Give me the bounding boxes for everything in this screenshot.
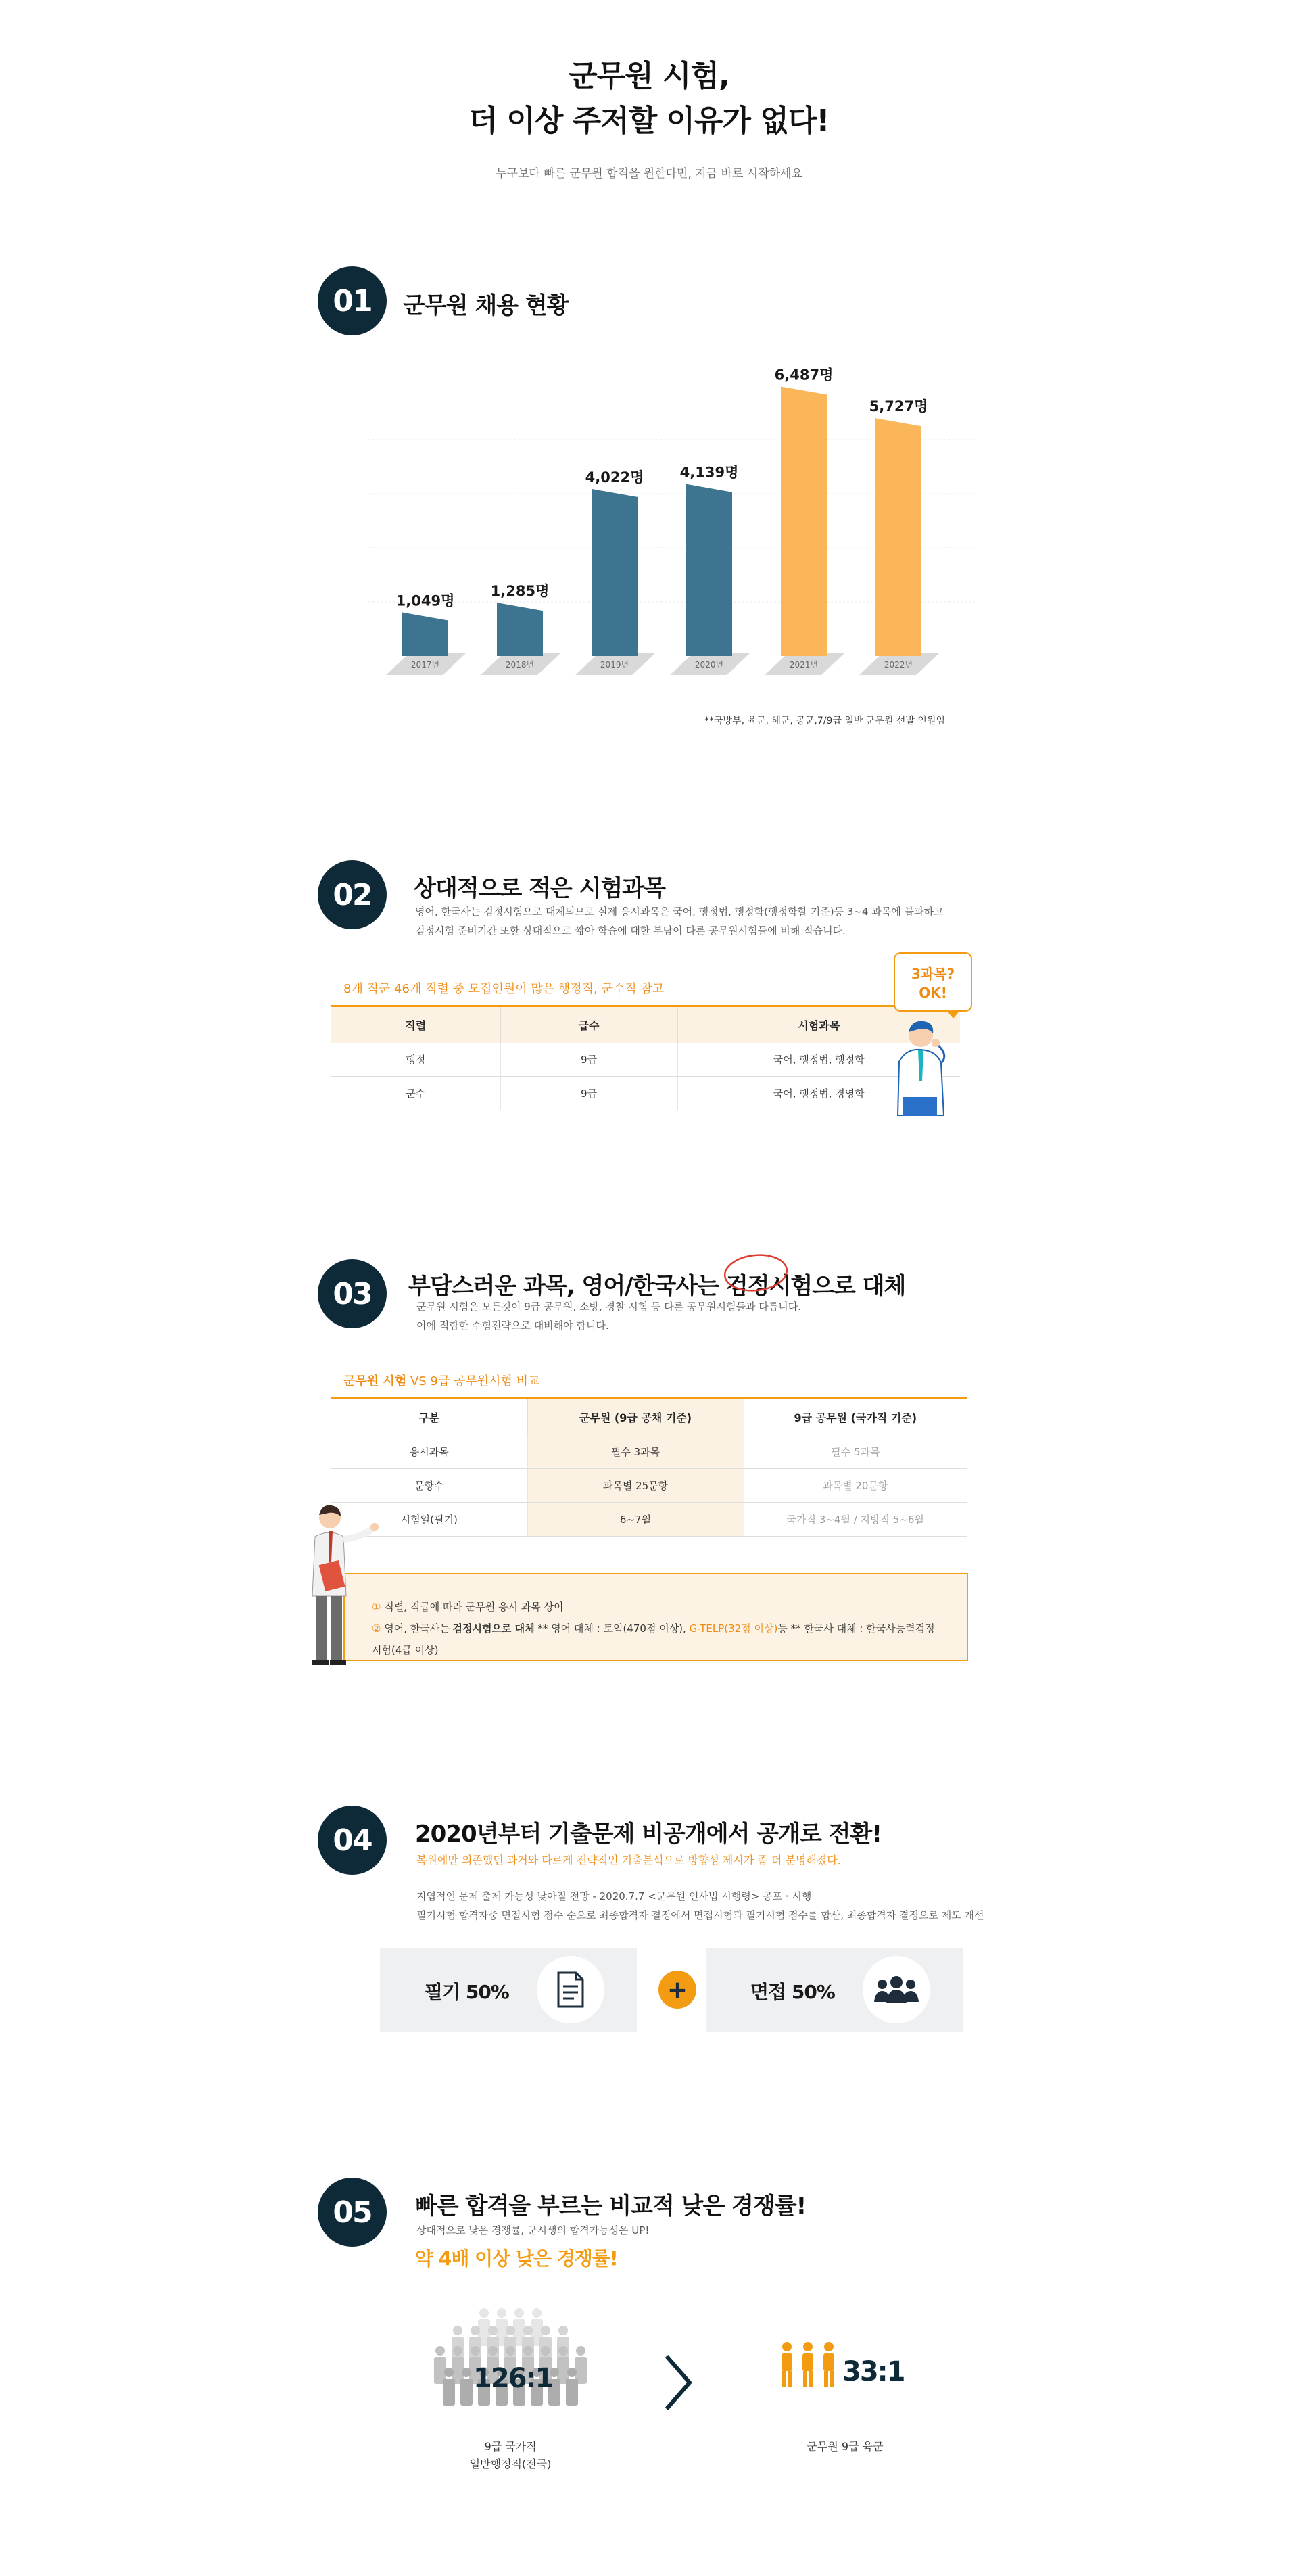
bar [402,613,448,656]
note-bold: 검정시험으로 대체 [452,1622,535,1635]
bar-value-label: 1,285명 [490,583,550,600]
bar-value-label: 4,139명 [679,464,739,481]
section-title-04: 2020년부터 기출문제 비공개에서 공개로 전환! [415,1821,882,1848]
note-text: 등 ** 한국사 대체 : 한국사능력검정시험(4급 이상) [372,1622,935,1656]
comparison-table [331,1372,967,1537]
table-row [331,1435,967,1469]
table-row [331,1077,960,1110]
category-label: 2019년 [600,660,629,670]
note-gtelp: G-TELP(32점 이상) [689,1622,778,1635]
note-mark: ① [372,1601,381,1613]
table-row [331,1503,967,1537]
crowd-label-left [419,2438,602,2473]
people-icon [863,1956,930,2023]
note-mark: ② [372,1622,381,1635]
table-row [331,1469,967,1503]
table-cell: 필수 5과목 [744,1435,967,1469]
comparison-table-header: 군무원 (9급 공채 기준) [527,1399,744,1435]
crowd-label-right: 군무원 9급 육군 [807,2440,884,2453]
note-text: 직렬, 직급에 따라 군무원 응시 과목 상이 [381,1601,564,1613]
exam-note-1 [372,1596,940,1618]
category-label: 2021년 [789,660,819,670]
table-row [331,1043,960,1077]
speech-bubble-line1: 3과목? [911,966,955,982]
subject-table-header: 직렬 [331,1006,500,1043]
category-label: 2017년 [410,660,440,670]
hero-subtitle: 누구보다 빠른 군무원 합격을 원한다면, 지금 바로 시작하세요 [496,167,802,181]
chevron-right-icon [661,2352,695,2413]
category-label: 2020년 [694,660,724,670]
caption-bold: 군무원 시험 [343,1374,407,1388]
competition-highlight: 약 4배 이상 낮은 경쟁률! [415,2247,618,2270]
exam-note-box [343,1573,968,1661]
table-cell: 국가직 3~4월 / 지방직 5~6월 [744,1503,967,1537]
section-number-05: 05 [318,2178,387,2247]
bar [592,489,638,656]
section-number-02: 02 [318,860,387,929]
subject-table-caption: 8개 직군 46개 직렬 중 모집인원이 많은 행정직, 군수직 참고 [343,982,665,996]
section-number-04: 04 [318,1806,387,1875]
table-cell: 국어, 행정법, 경영학 [677,1077,960,1110]
section-desc-03-line2: 이에 적합한 수험전략으로 대비해야 합니다. [416,1319,609,1332]
section-desc-02 [415,902,943,940]
section-desc-04 [416,1887,984,1925]
person-figure [557,2346,569,2384]
circle-highlight-mark [722,1251,790,1294]
subject-table-header: 시험과목 [677,1006,960,1043]
table-cell: 과목별 20문항 [744,1469,967,1503]
interview-box [706,1948,963,2032]
note-text: 영어, 한국사는 [381,1622,453,1635]
section-desc-04-line1: 지엽적인 문제 출제 가능성 낮아질 전망 - 2020.7.7 <군무원 인사법 시행령> 공포 · 시행 [416,1890,812,1902]
person-figure [460,2368,473,2406]
written-exam-box [380,1948,637,2032]
category-label: 2018년 [505,660,535,670]
table-cell: 국어, 행정법, 행정학 [677,1043,960,1077]
category-label: 2022년 [884,660,913,670]
person-figure [434,2346,446,2384]
bar [875,418,921,656]
recruitment-bar-chart [368,352,977,697]
person-figure [452,2346,464,2384]
ratio-right: 33:1 [842,2356,905,2387]
ratio-left: 126:1 [473,2363,553,2394]
exam-note-2 [372,1618,940,1661]
document-icon [537,1956,604,2023]
section-orange-sub-04: 복원에만 의존했던 과거와 다르게 전략적인 기출분석으로 방향성 제시가 좀 더 분명해졌다. [416,1854,841,1867]
comparison-table-caption [331,1372,967,1397]
speech-bubble-line2: OK! [919,985,947,1001]
comparison-table-header: 구분 [331,1399,527,1435]
hero [0,54,1298,181]
table-cell: 필수 3과목 [527,1435,744,1469]
section-desc-04-line2: 필기시험 합격자중 면접시험 점수 순으로 최종합격자 결정에서 면접시험과 필기시험 점수를 합산, 최종합격자 결정으로 제도 개선 [416,1909,984,1921]
section-desc-03 [416,1297,801,1335]
subject-table-header: 급수 [500,1006,677,1043]
presenter-man-illustration [292,1501,387,1670]
section-desc-05: 상대적으로 낮은 경쟁률, 군시생의 합격가능성은 UP! [416,2224,650,2237]
bar [686,484,732,656]
section-desc-02-line1: 영어, 한국사는 검정시험으로 대체되므로 실제 응시과목은 국어, 행정법, 행정학(행정학할 기준)등 3~4 과목에 불과하고 [415,906,944,918]
section-title-02: 상대적으로 적은 시험과목 [414,875,665,902]
bar-value-label: 5,727명 [869,398,928,415]
section-desc-03-line1: 군무원 시험은 모든것이 9급 공무원, 소방, 경찰 시험 등 다른 공무원시험들과 다릅니다. [416,1301,801,1313]
person-figure [575,2346,587,2384]
crowd-label-left-line2: 일반행정직(전국) [469,2458,552,2470]
bar [781,387,827,656]
section-title-05: 빠른 합격을 부르는 비교적 낮은 경쟁률! [415,2193,807,2220]
small-group-people-icon [777,2340,838,2397]
written-exam-label: 필기 50% [425,1981,509,2003]
subject-table [331,979,960,1110]
person-figure [443,2368,455,2406]
hero-title-line2: 더 이상 주저할 이유가 없다! [468,103,830,138]
comparison-table-header: 9급 공무원 (국가직 기준) [744,1399,967,1435]
interview-label: 면접 50% [750,1981,835,2003]
hero-title-line1: 군무원 시험, [569,59,729,93]
table-cell: 시험일(필기) [331,1503,527,1537]
plus-icon: + [658,1971,696,2009]
table-cell: 6~7월 [527,1503,744,1537]
table-cell: 9급 [500,1077,677,1110]
person-figure [566,2368,578,2406]
crowd-label-left-line1: 9급 국가직 [484,2440,537,2453]
bar-value-label: 4,022명 [585,469,644,486]
thinking-man-illustration [879,1014,960,1116]
section-desc-02-line2: 검정시험 준비기간 또한 상대적으로 짧아 학습에 대한 부담이 다른 공무원시험들에 비해 적습니다. [415,924,846,937]
bar-value-label: 6,487명 [774,367,834,383]
section-number-01: 01 [318,266,387,335]
section-title-01: 군무원 채용 현황 [403,292,569,319]
speech-bubble [894,952,972,1012]
table-cell: 군수 [331,1077,500,1110]
crowd-people-icon [419,2299,602,2421]
bar-value-label: 1,049명 [395,592,455,609]
section-title-03: 부담스러운 과목, 영어/한국사는 검정시험으로 대체 [408,1273,906,1300]
table-cell: 응시과목 [331,1435,527,1469]
note-text: ** 영어 대체 : 토익(470점 이상), [534,1622,690,1635]
table-cell: 과목별 25문항 [527,1469,744,1503]
caption-rest: VS 9급 공무원시험 비교 [406,1374,540,1388]
bar [497,603,543,656]
table-cell: 문항수 [331,1469,527,1503]
table-cell: 행정 [331,1043,500,1077]
section-number-03: 03 [318,1259,387,1328]
chart-footnote: **국방부, 육군, 해군, 공군,7/9급 일반 군무원 선발 인원임 [704,716,945,726]
table-cell: 9급 [500,1043,677,1077]
